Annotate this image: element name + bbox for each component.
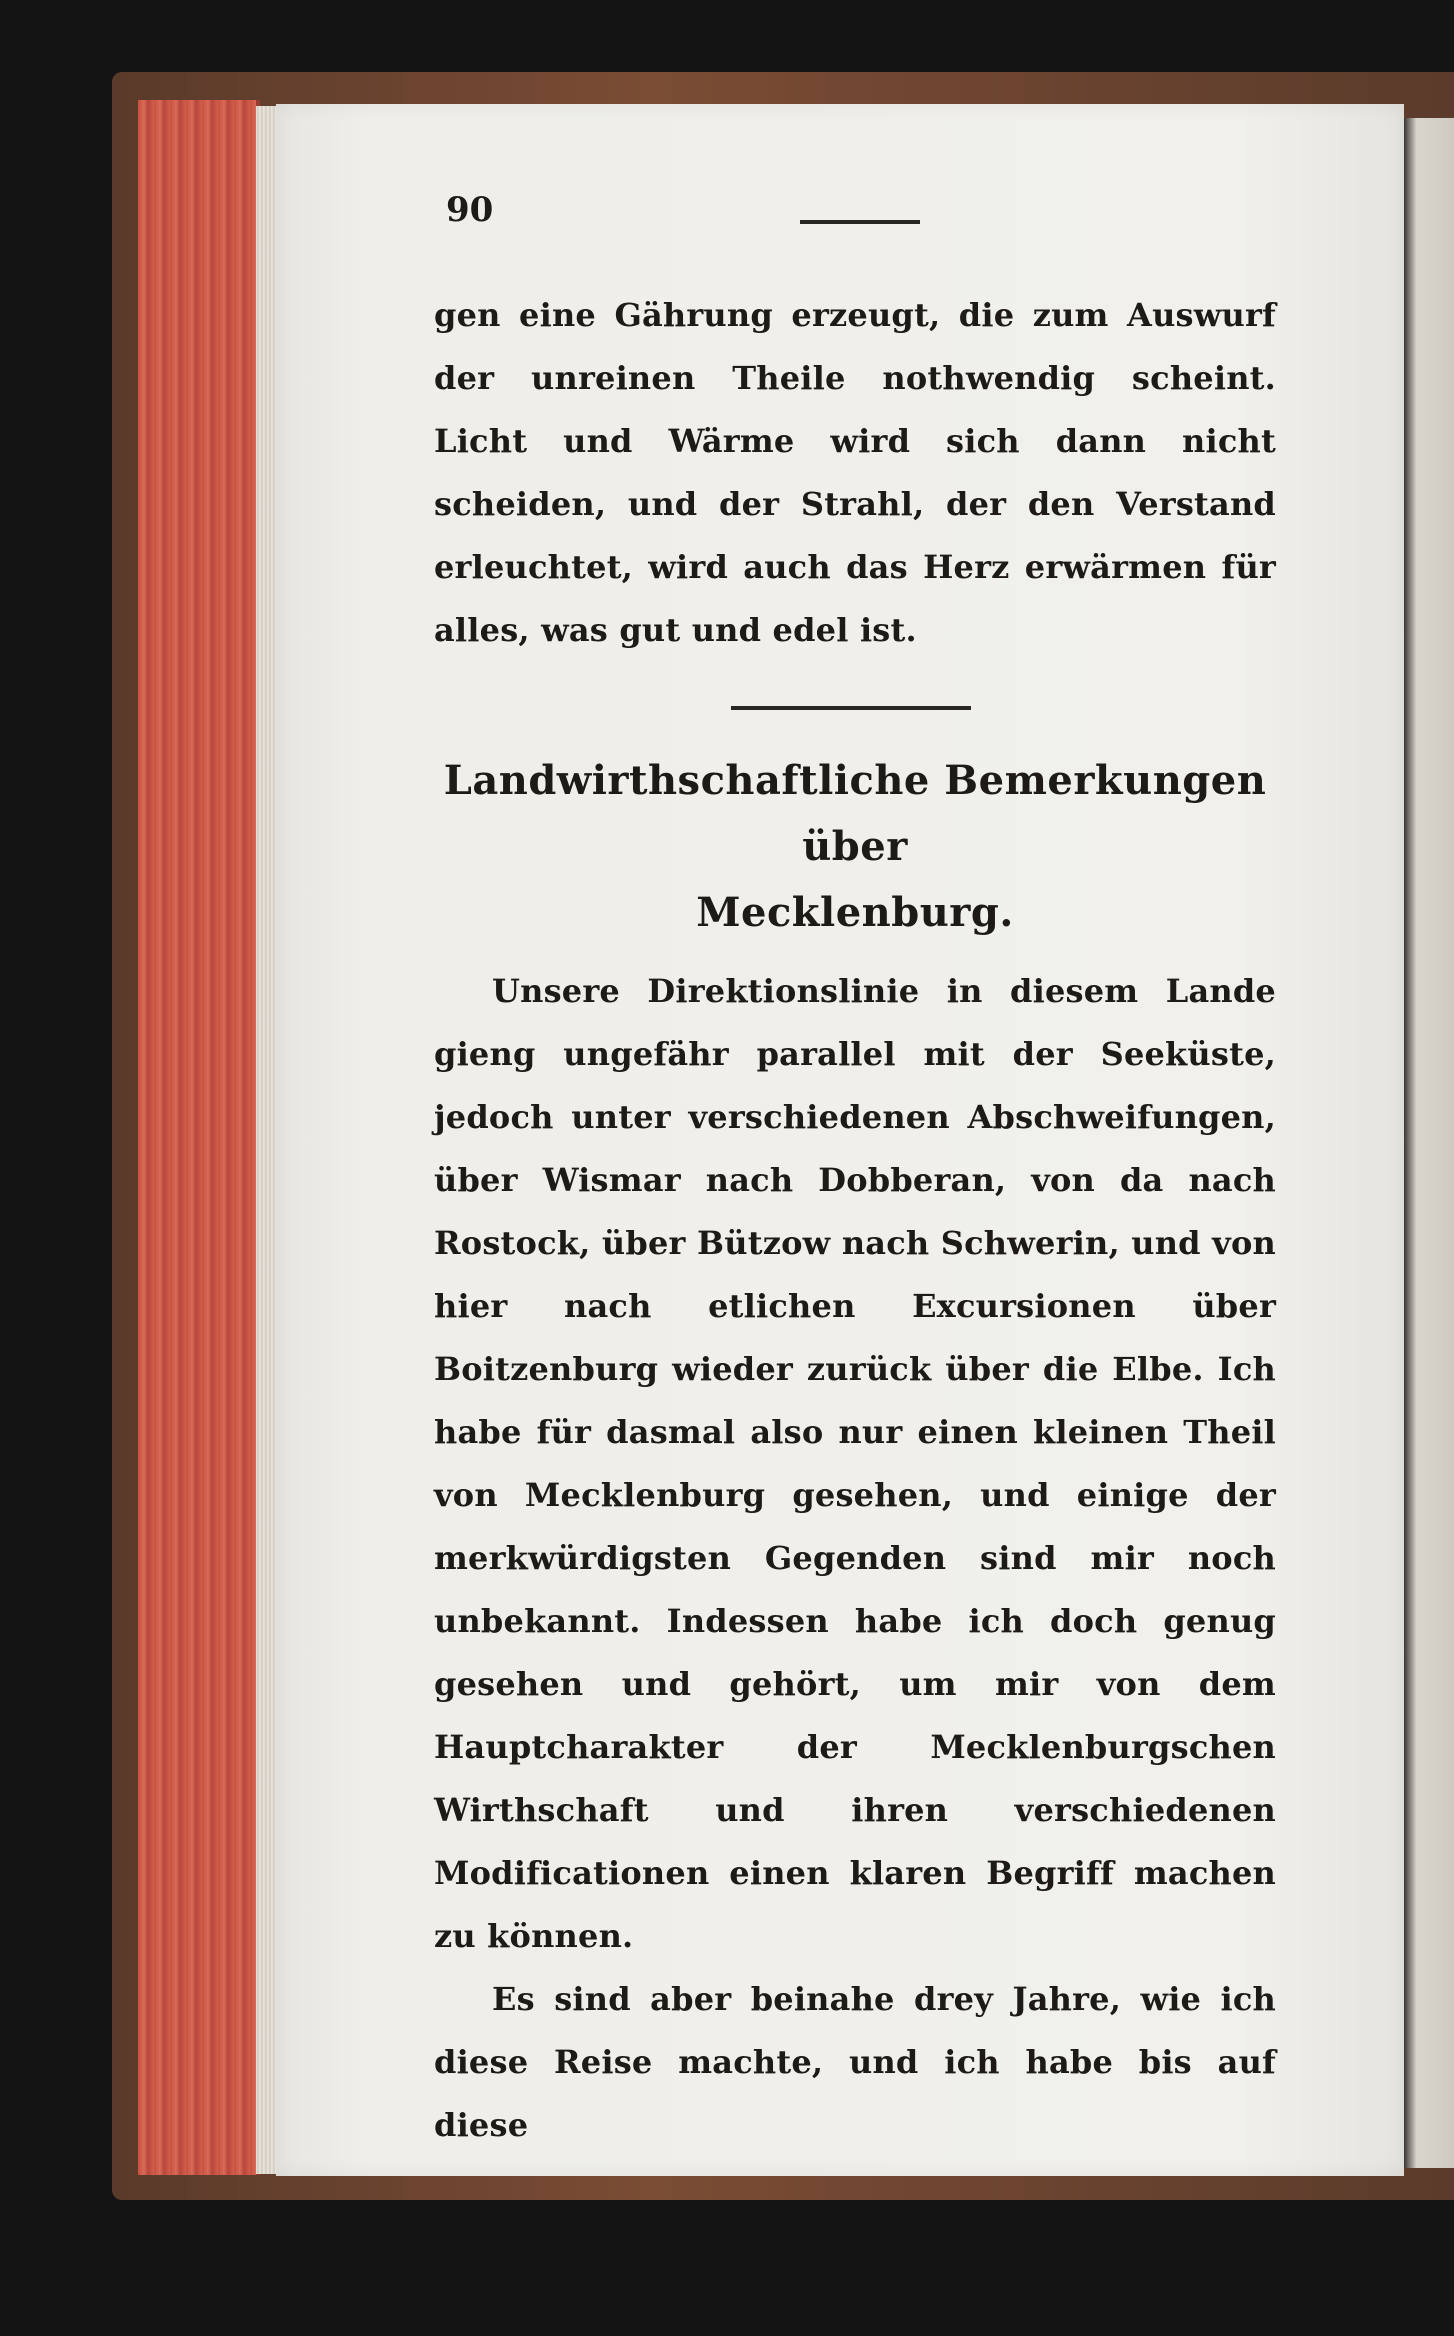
section-title-line-1: Landwirthschaftliche Bemerkungen über (443, 757, 1267, 870)
page-text-area (434, 190, 1276, 2157)
section-paragraph-1: Unsere Direktionslinie in diesem Lande gieng ungefähr parallel mit der Seeküste, jedoch unter verschiedenen Abschweifungen, über Wismar nach Dobberan, von da nach Rostock, über Bützow nach Schwerin, und von hier nach etlichen Excursionen über Boitzenburg wieder zurück über die Elbe. Ich habe für dasmal also nur einen kleinen Theil von Mecklenburg gesehen, und einige der merkwürdigsten Gegenden sind mir noch unbekannt. Indessen habe ich doch genug gesehen und gehört, um mir von dem Hauptcharakter der Mecklenburgschen Wirthschaft und ihren verschiedenen Modificationen einen klaren Begriff machen zu können. (434, 972, 1276, 1955)
paragraph-continued: gen eine Gährung erzeugt, die zum Auswurf der unreinen Theile nothwendig scheint. Licht und Wärme wird sich dann nicht scheiden, und der Strahl, der den Verstand erleuchtet, wird auch das Herz erwärmen für alles, was gut und edel ist. (434, 296, 1276, 649)
page-header (434, 190, 1276, 242)
page-number: 90 (446, 190, 494, 230)
section-title-line-2: Mecklenburg. (696, 889, 1014, 936)
section-divider-rule (731, 706, 971, 710)
section-title (434, 748, 1276, 946)
next-page-strip (1404, 118, 1454, 2168)
section-paragraph-2: Es sind aber beinahe drey Jahre, wie ich diese Reise machte, und ich habe bis auf diese (434, 1980, 1276, 2144)
page-stack-edge (256, 106, 278, 2174)
red-page-edge (138, 100, 260, 2175)
header-rule (800, 220, 920, 224)
